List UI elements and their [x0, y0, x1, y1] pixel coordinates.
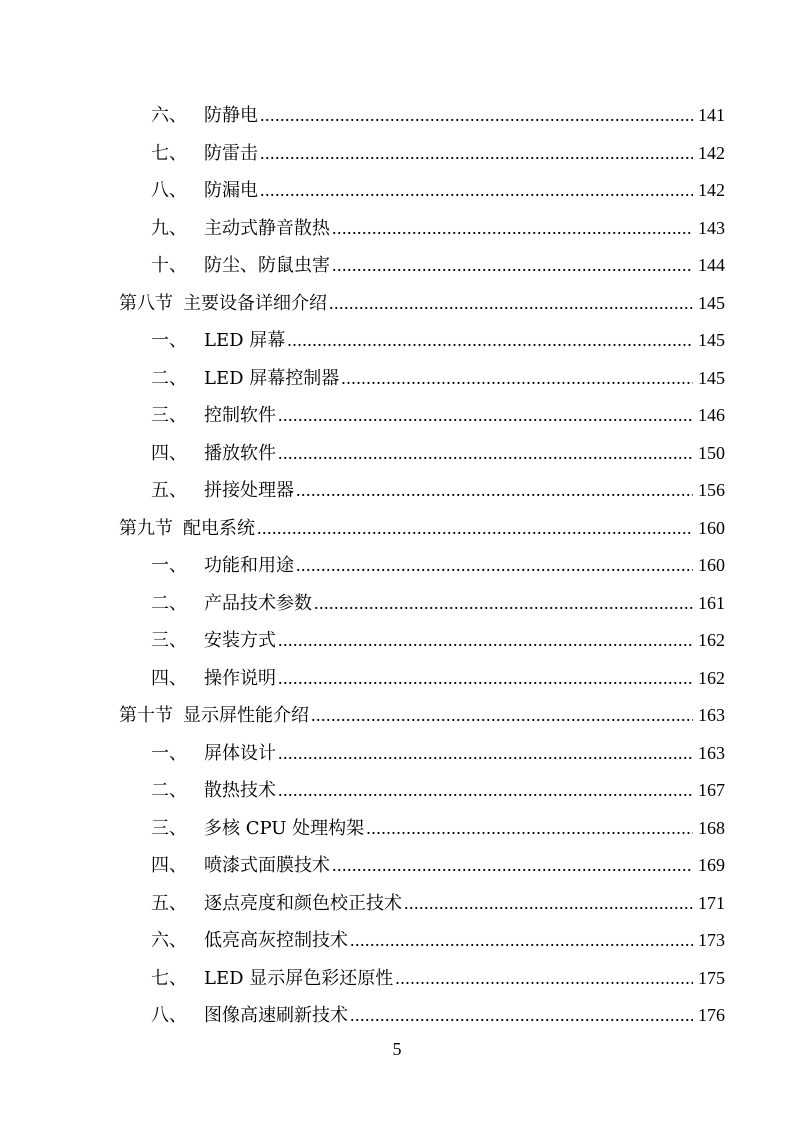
toc-entry-title: 屏体设计 [204, 742, 276, 764]
toc-entry[interactable] [119, 210, 725, 248]
toc-dot-leader [314, 585, 693, 623]
toc-dot-leader [350, 922, 693, 960]
toc-entry-page: 142 [698, 180, 725, 200]
toc-entry[interactable] [119, 922, 725, 960]
toc-entry-title: 主动式静音散热 [204, 217, 330, 239]
toc-entry[interactable] [119, 660, 725, 698]
toc-entry-number: 三、 [151, 405, 187, 426]
toc-dot-leader [278, 660, 693, 698]
toc-entry[interactable] [119, 397, 725, 435]
toc-entry[interactable] [119, 435, 725, 473]
page-number: 5 [392, 1039, 402, 1059]
toc-entry[interactable] [119, 585, 725, 623]
toc-entry-page: 145 [698, 330, 725, 350]
toc-entry-number: 三、 [151, 630, 187, 651]
toc-dot-leader [278, 772, 693, 810]
toc-dot-leader [404, 885, 693, 923]
toc-entry-page: 169 [698, 855, 725, 875]
toc-entry-number: 四、 [151, 667, 187, 689]
toc-section-entry[interactable] [119, 697, 725, 735]
toc-entry-number: 八、 [151, 180, 187, 201]
toc-dot-leader [332, 210, 693, 248]
toc-entry-number: 一、 [151, 330, 187, 351]
toc-entry-page: 162 [698, 630, 725, 650]
toc-dot-leader [296, 547, 693, 585]
toc-dot-leader [329, 285, 693, 323]
toc-entry-title: 防漏电 [204, 180, 258, 201]
toc-entry-page: 161 [698, 592, 725, 613]
toc-entry[interactable] [119, 472, 725, 510]
toc-entry[interactable] [119, 772, 725, 810]
toc-entry-page: 168 [698, 817, 725, 838]
toc-entry-page: 173 [698, 930, 725, 950]
toc-dot-leader [278, 622, 693, 660]
toc-entry-number: 二、 [151, 780, 187, 801]
toc-entry-number: 一、 [151, 742, 187, 764]
toc-entry-title: 逐点亮度和颜色校正技术 [204, 892, 402, 914]
toc-entry[interactable] [119, 810, 725, 848]
toc-entry[interactable] [119, 847, 725, 885]
toc-entry-page: 142 [698, 142, 725, 163]
toc-section-entry[interactable] [119, 510, 725, 548]
toc-entry-number: 十、 [151, 255, 187, 276]
toc-section-number: 第九节 [119, 517, 173, 539]
toc-entry-title: 喷漆式面膜技术 [204, 855, 330, 876]
toc-dot-leader [332, 847, 693, 885]
toc-dot-leader [260, 97, 693, 135]
toc-entry-number: 七、 [151, 142, 187, 164]
toc-section-number: 第十节 [119, 705, 173, 726]
toc-entry-number: 六、 [151, 105, 187, 126]
toc-dot-leader [278, 735, 693, 773]
toc-section-page: 145 [698, 292, 725, 313]
toc-entry-page: 167 [698, 780, 725, 800]
toc-entry-page: 171 [698, 892, 725, 913]
toc-entry-title: 安装方式 [204, 630, 276, 651]
toc-entry-number: 五、 [151, 892, 187, 914]
toc-dot-leader [278, 397, 693, 435]
toc-entry-title: 拼接处理器 [204, 480, 294, 501]
toc-entry-number: 五、 [151, 480, 187, 501]
toc-entry[interactable] [119, 885, 725, 923]
toc-entry-page: 162 [698, 667, 725, 688]
toc-entry[interactable] [119, 622, 725, 660]
toc-entry-page: 145 [698, 367, 725, 388]
toc-dot-leader [257, 510, 693, 548]
toc-entry-title: LED 显示屏色彩还原性 [204, 967, 394, 989]
toc-entry-number: 二、 [151, 592, 187, 614]
toc-entry[interactable] [119, 735, 725, 773]
toc-dot-leader [260, 172, 693, 210]
toc-entry-page: 144 [698, 255, 725, 275]
toc-dot-leader [395, 960, 693, 998]
toc-entry-page: 176 [698, 1005, 725, 1025]
toc-entry-title: 防静电 [204, 105, 258, 126]
toc-entry-number: 四、 [151, 855, 187, 876]
toc-entry-number: 七、 [151, 967, 187, 989]
toc-entry-title: 防尘、防鼠虫害 [204, 255, 330, 276]
toc-entry-number: 九、 [151, 217, 187, 239]
toc-section-number: 第八节 [119, 292, 173, 314]
toc-entry[interactable] [119, 360, 725, 398]
toc-entry-title: LED 屏幕控制器 [204, 367, 340, 389]
toc-section-title: 主要设备详细介绍 [183, 292, 327, 314]
toc-entry-title: 散热技术 [204, 780, 276, 801]
toc-section-page: 163 [698, 705, 725, 725]
toc-entry-page: 163 [698, 742, 725, 763]
toc-entry[interactable] [119, 322, 725, 360]
toc-entry-number: 一、 [151, 555, 187, 576]
toc-entry-title: 图像高速刷新技术 [204, 1005, 348, 1026]
toc-entry-page: 150 [698, 442, 725, 463]
toc-dot-leader [311, 697, 693, 735]
toc-entry-title: 播放软件 [204, 442, 276, 464]
toc-entry-page: 143 [698, 217, 725, 238]
toc-entry-number: 八、 [151, 1005, 187, 1026]
toc-section-title: 显示屏性能介绍 [183, 705, 309, 726]
toc-entry-number: 二、 [151, 367, 187, 389]
toc-entry-title: 控制软件 [204, 405, 276, 426]
toc-entry-number: 六、 [151, 930, 187, 951]
toc-dot-leader [260, 135, 693, 173]
toc-entry-title: 防雷击 [204, 142, 258, 164]
toc-entry[interactable] [119, 547, 725, 585]
toc-entry-title: 多核 CPU 处理构架 [204, 817, 365, 839]
toc-dot-leader [296, 472, 693, 510]
toc-section-page: 160 [698, 517, 725, 538]
toc-dot-leader [350, 997, 693, 1035]
toc-entry[interactable] [119, 172, 725, 210]
toc-entry-page: 146 [698, 405, 725, 425]
toc-entry[interactable] [119, 135, 725, 173]
toc-entry-page: 141 [698, 105, 725, 125]
toc-entry[interactable] [119, 997, 725, 1035]
toc-dot-leader [341, 360, 693, 398]
toc-entry-page: 175 [698, 967, 725, 988]
toc-entry-page: 160 [698, 555, 725, 575]
toc-dot-leader [366, 810, 693, 848]
toc-entry[interactable] [119, 247, 725, 285]
toc-entry-title: LED 屏幕 [204, 330, 286, 351]
toc-entry-number: 四、 [151, 442, 187, 464]
toc-entry-page: 156 [698, 480, 725, 500]
toc-entry-title: 功能和用途 [204, 555, 294, 576]
toc-entry-title: 低亮高灰控制技术 [204, 930, 348, 951]
toc-entry-title: 产品技术参数 [204, 592, 312, 614]
toc-entry[interactable] [119, 97, 725, 135]
toc-dot-leader [287, 322, 693, 360]
toc-entry-title: 操作说明 [204, 667, 276, 689]
toc-section-entry[interactable] [119, 285, 725, 323]
toc-entry[interactable] [119, 960, 725, 998]
toc-dot-leader [332, 247, 693, 285]
table-of-contents [119, 97, 725, 1035]
toc-dot-leader [278, 435, 693, 473]
toc-section-title: 配电系统 [183, 517, 255, 539]
toc-entry-number: 三、 [151, 817, 187, 839]
